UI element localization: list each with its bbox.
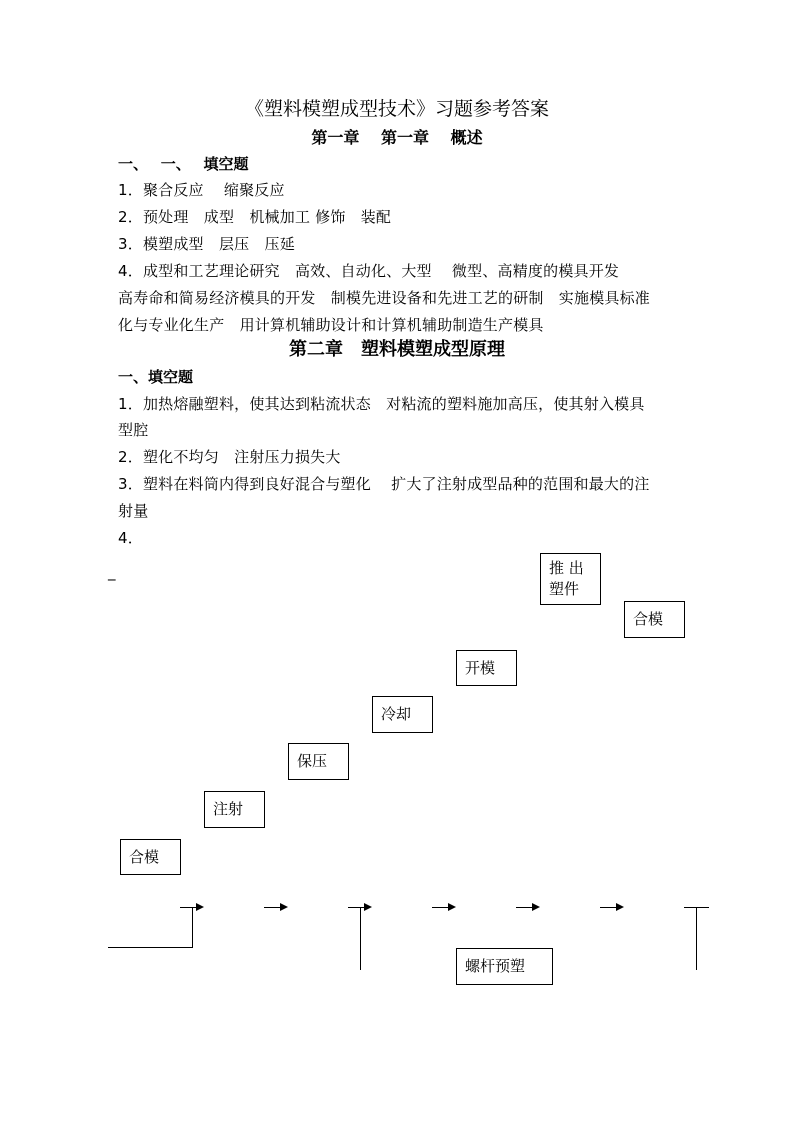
step-box-open-mold: 开模 [456, 650, 517, 686]
timeline-arrow-3 [364, 903, 372, 911]
timeline-arrow-2 [280, 903, 288, 911]
step-box-hold-pressure: 保压 [288, 743, 349, 780]
timeline-base-line [108, 947, 193, 948]
chapter-1-answer-4-line-1: 4．成型和工艺理论研究 高效、自动化、大型 微型、高精度的模具开发 [118, 262, 620, 280]
step-box-close-mold-again: 合模 [624, 601, 685, 638]
timeline-segment-2 [264, 907, 281, 908]
chapter-2-answer-1-line-2: 型腔 [118, 421, 149, 439]
chapter-2-answer-3-line-1: 3．塑料在料筒内得到良好混合与塑化 扩大了注射成型品种的范围和最大的注 [118, 475, 650, 493]
timeline-arrow-5 [532, 903, 540, 911]
step-box-close-mold: 合模 [120, 839, 181, 875]
timeline-arrow-1 [196, 903, 204, 911]
chapter-2-answer-3-line-2: 射量 [118, 502, 149, 520]
chapter-2-heading: 第二章 塑料模塑成型原理 [289, 339, 505, 360]
step-box-eject-part [540, 553, 601, 605]
timeline-segment-3 [348, 907, 365, 908]
timeline-riser-line [192, 907, 193, 948]
timeline-vertical-mark-1 [360, 907, 361, 970]
step-box-screw-plasticize: 螺杆预塑 [456, 948, 553, 985]
chapter-1-answer-4-line-3: 化与专业化生产 用计算机辅助设计和计算机辅助制造生产模具 [118, 316, 544, 334]
timeline-segment-1 [180, 907, 197, 908]
step-eject-line-2: 塑件 [549, 580, 580, 598]
chapter-1-answer-2: 2．预处理 成型 机械加工 修饰 装配 [118, 208, 392, 226]
chapter-1-heading: 第一章 第一章 概述 [311, 128, 483, 147]
timeline-arrow-4 [448, 903, 456, 911]
timeline-segment-5 [516, 907, 533, 908]
chapter-2-answer-4-label: 4． [118, 529, 143, 547]
document-title: 《塑料模塑成型技术》习题参考答案 [244, 98, 549, 120]
chapter-1-section-heading: 一、 一、 填空题 [118, 155, 249, 173]
step-box-cool: 冷却 [372, 696, 433, 733]
timeline-segment-6 [600, 907, 617, 908]
chapter-1-answer-1: 1．聚合反应 缩聚反应 [118, 181, 285, 199]
chapter-2-answer-1-line-1: 1．加热熔融塑料，使其达到粘流状态 对粘流的塑料施加高压，使其射入模具 [118, 395, 645, 413]
chapter-1-answer-4-line-2: 高寿命和简易经济模具的开发 制模先进设备和先进工艺的研制 实施模具标准 [118, 289, 651, 307]
chapter-2-section-heading: 一、填空题 [118, 368, 194, 386]
chapter-2-answer-2: 2．塑化不均匀 注射压力损失大 [118, 448, 341, 466]
timeline-segment-4 [432, 907, 449, 908]
chapter-1-answer-3: 3．模塑成型 层压 压延 [118, 235, 295, 253]
timeline-vertical-mark-2 [696, 907, 697, 970]
timeline-arrow-6 [616, 903, 624, 911]
stray-mark: _ [108, 563, 116, 581]
step-eject-line-1: 推 出 [549, 559, 584, 577]
step-box-inject: 注射 [204, 791, 265, 828]
